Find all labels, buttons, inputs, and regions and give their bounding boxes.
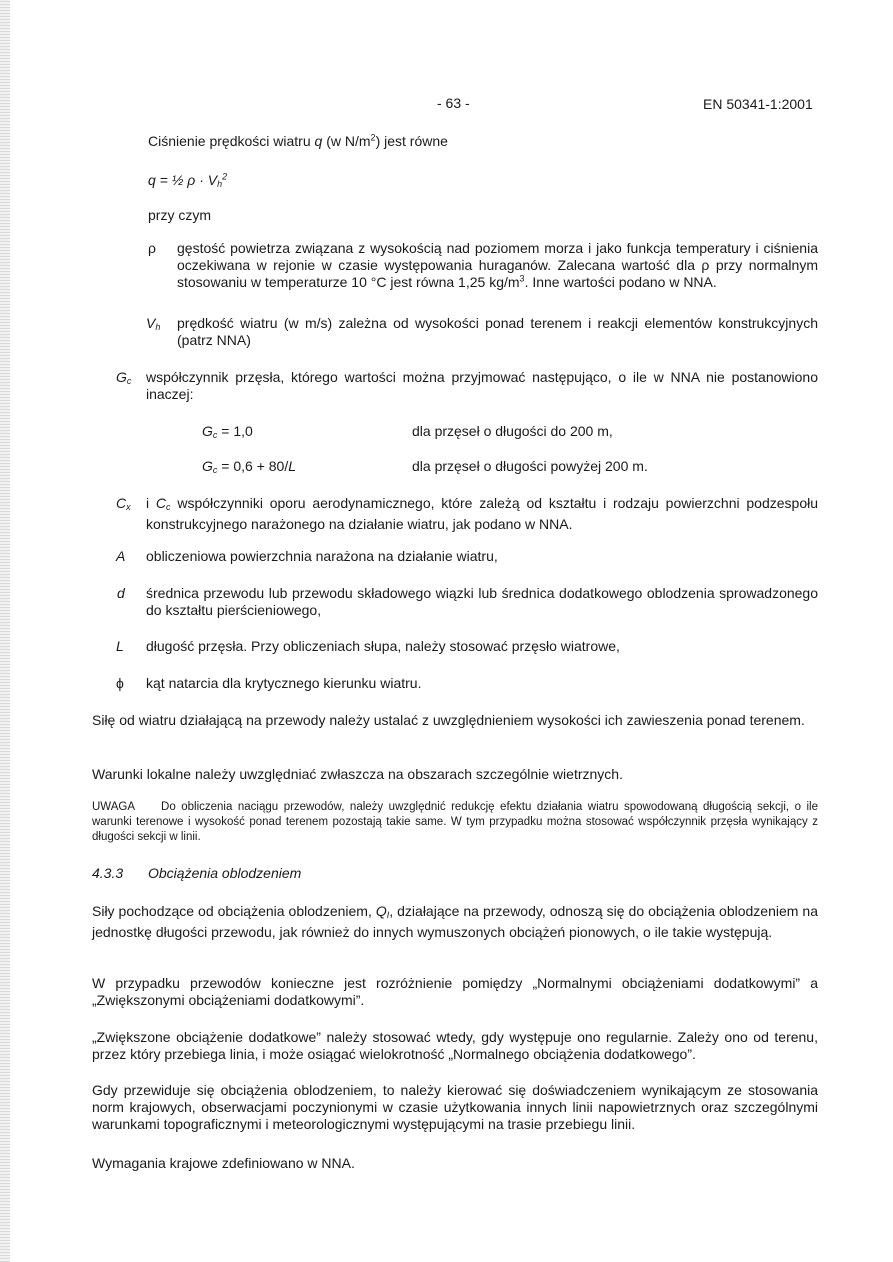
- d-symbol: d: [117, 585, 125, 601]
- paragraph-experience: Gdy przewiduje się obciążenia oblodzeniem, to należy kierować się doświadczeniem wynikającym ze stosowania norm krajowych, obserwacjami poczynionymi w czasie użytkowania innych linii napowietrznych oraz szczególnymi warunkami topograficznymi i meteorologicznymi występującymi na trasie przebiegu linii.: [92, 1082, 818, 1132]
- l-definition: długość przęsła. Przy obliczeniach słupa, należy stosować przęsło wiatrowe,: [146, 638, 620, 654]
- note-text: Do obliczenia naciągu przewodów, należy uwzględnić redukcję efektu działania wiatru spowodowaną długością sekcji, o ile warunki terenowe i wysokość ponad terenem pozostają takie same. W tym przypadku można stosować współczynnik przęsła wynikający z długości sekcji w linii.: [92, 801, 818, 843]
- gc-case-condition: dla przęseł o długości powyżej 200 m.: [412, 458, 648, 474]
- gc-case-formula: $G_c = 0,6 + 80/L$: [202, 458, 297, 475]
- vh-definition: prędkość wiatru (w m/s) zależna od wysokości ponad terenem i reakcji elementów konstrukcyjnych (patrz NNA): [177, 315, 818, 348]
- l-symbol: L: [116, 638, 124, 654]
- paragraph-increased-load: „Zwiększone obciążenie dodatkowe” należy stosować wtedy, gdy występuje ono regularnie. Zależy ono od terenu, przez który przebiega linia, i może osiągać wielokrotność „Normalnego obciążenia dodatkowego”.: [92, 1029, 818, 1062]
- rho-symbol: ρ: [148, 240, 156, 256]
- vh-symbol: $V_h$: [146, 315, 161, 332]
- cx-definition: i $C_c$ współczynniki oporu aerodynamicznego, które zależą od kształtu i rodzaju powierzchni podzespołu konstrukcyjnego narażonego na działanie wiatru, jak podano w NNA.: [146, 495, 819, 532]
- a-definition: obliczeniowa powierzchnia narażona na działanie wiatru,: [146, 548, 498, 564]
- note-label: UWAGA: [92, 801, 136, 813]
- formula-intro: Ciśnienie prędkości wiatru q (w $N/m^2$) jest równe: [148, 132, 448, 149]
- phi-symbol: ϕ: [116, 675, 124, 691]
- rho-definition: gęstość powietrza związana z wysokością nad poziomem morza i jako funkcja temperatury i ciśnienia oczekiwana w rejonie w czasie występowania huraganów. Zalecana wartość dla ρ przy normalnym stosowaniu w temperaturze 10 °C jest równa 1,25 $kg/m^3$. Inne wartości podano w NNA.: [177, 240, 818, 290]
- gc-case-condition: dla przęseł o długości do 200 m,: [412, 423, 613, 439]
- gc-case-formula: $G_c = 1,0$: [202, 423, 253, 440]
- paragraph-wind-force: Siłę od wiatru działającą na przewody należy ustalać z uwzględnieniem wysokości ich zawieszenia ponad terenem.: [92, 712, 805, 728]
- section-number: 4.3.3: [92, 865, 124, 881]
- paragraph-national-requirements: Wymagania krajowe zdefiniowano w NNA.: [92, 1155, 355, 1171]
- phi-definition: kąt natarcia dla krytycznego kierunku wiatru.: [146, 675, 422, 691]
- section-title: Obciążenia oblodzeniem: [148, 865, 302, 881]
- page-number: - 63 -: [437, 95, 470, 111]
- standard-reference: EN 50341-1:2001: [703, 96, 813, 112]
- gc-symbol: $G_c$: [116, 369, 132, 386]
- where-label: przy czym: [148, 207, 211, 223]
- scan-edge: [0, 0, 10, 1262]
- wind-pressure-equation: q = ½ $\rho \cdot Vh^2$: [148, 171, 228, 189]
- a-symbol: A: [116, 548, 126, 564]
- paragraph-load-distinction: W przypadku przewodów konieczne jest rozróżnienie pomiędzy „Normalnymi obciążeniami dodatkowymi” a „Zwiększonymi obciążeniami dodatkowymi”.: [92, 975, 818, 1008]
- paragraph-ice-forces: Siły pochodzące od obciążenia oblodzeniem, $Q_I$, działające na przewody, odnoszą się do obciążenia oblodzeniem na jednostkę długości przewodu, jak również do innych wymuszonych obciążeń pionowych, o ile takie występują.: [92, 903, 819, 940]
- note-block: [92, 800, 818, 845]
- paragraph-local-conditions: Warunki lokalne należy uwzględniać zwłaszcza na obszarach szczególnie wietrznych.: [92, 766, 623, 782]
- cx-symbol: $C_x$: [116, 495, 131, 512]
- d-definition: średnica przewodu lub przewodu składowego wiązki lub średnica dodatkowego oblodzenia sprowadzonego do kształtu pierścieniowego,: [146, 585, 818, 618]
- gc-definition: współczynnik przęsła, którego wartości można przyjmować następująco, o ile w NNA nie postanowiono inaczej:: [146, 369, 818, 402]
